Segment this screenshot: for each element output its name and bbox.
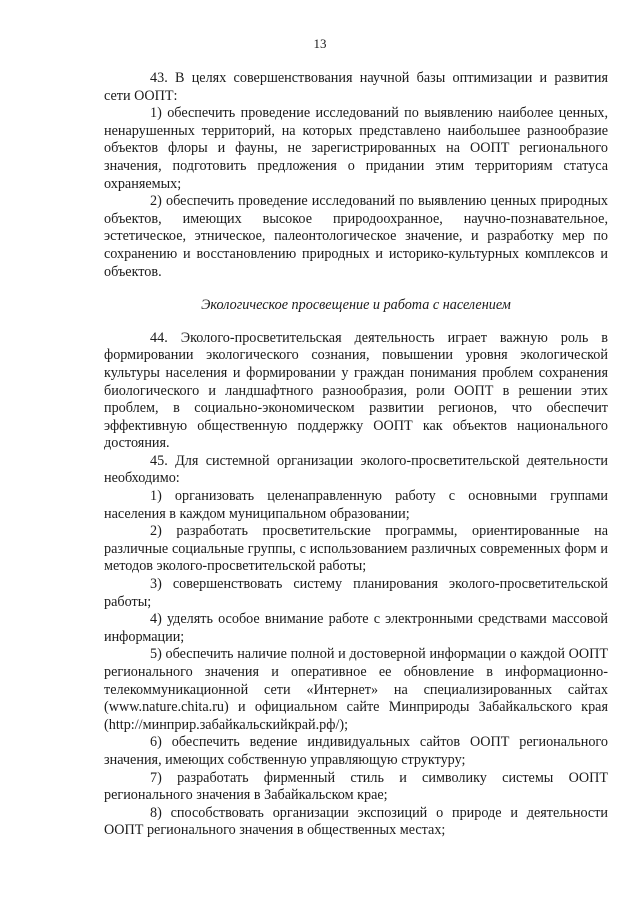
paragraph-45-item-3: 3) совершенствовать систему планирования эколого-просветительской работы; (104, 576, 608, 610)
page-number: 13 (313, 36, 327, 51)
paragraph-44: 44. Эколого-просветительская деятельность играет важную роль в формировании экологического сознания, повышении уровня экологической культуры населения и формировании у граждан понимания проблем сохранения биологического и ландшафтного разнообразия, роли ООПТ в решении этих проблем, в социально-экономическом развитии регионов, что обеспечит эффективную общественную поддержку ООПТ как объектов национального достояния. (104, 329, 608, 452)
paragraph-45-item-5: 5) обеспечить наличие полной и достоверной информации о каждой ООПТ регионального значения и оперативное ее обновление в информационно-телекоммуникационной сети «Интернет» на специализированных сайтах (www.nature.chita.ru) и официальном сайте Минприроды Забайкальского края (http://минприр.забайкальскийкрай.рф/); (104, 646, 608, 733)
paragraph-45: 45. Для системной организации эколого-просветительской деятельности необходимо: (104, 452, 608, 487)
paragraph-45-item-8: 8) способствовать организации экспозиций о природе и деятельности ООПТ регионального значения в общественных местах; (104, 804, 608, 839)
paragraph-45-item-7: 7) разработать фирменный стиль и символику системы ООПТ регионального значения в Забайкальском крае; (104, 769, 608, 804)
paragraph-45-item-1: 1) организовать целенаправленную работу с основными группами населения в каждом муниципальном образовании; (104, 488, 608, 522)
paragraph-43-item-1: 1) обеспечить проведение исследований по выявлению наиболее ценных, ненарушенных территорий, на которых представлено наибольшее разнообразие объектов флоры и фауны, не зарегистрированных на ООПТ регионального значения, подготовить предложения о придании этим территориям статуса охраняемых; (104, 105, 608, 192)
paragraph-45-item-4: 4) уделять особое внимание работе с электронными средствами массовой информации; (104, 611, 608, 645)
paragraph-45-item-6: 6) обеспечить ведение индивидуальных сайтов ООПТ регионального значения, имеющих собственную управляющую структуру; (104, 734, 608, 768)
paragraph-43-item-2: 2) обеспечить проведение исследований по выявлению ценных природных объектов, имеющих высокое природоохранное, научно-познавательное, эстетическое, этническое, палеонтологическое значение, и разработку мер по сохранению и восстановлению природных и историко-культурных комплексов и объектов. (104, 193, 608, 280)
section-heading: Экологическое просвещение и работа с населением (201, 297, 511, 314)
document-body (104, 70, 608, 840)
paragraph-45-item-2: 2) разработать просветительские программы, ориентированные на различные социальные группы, с использованием различных современных форм и методов эколого-просветительской работы; (104, 523, 608, 575)
paragraph-43: 43. В целях совершенствования научной базы оптимизации и развития сети ООПТ: (104, 70, 608, 104)
